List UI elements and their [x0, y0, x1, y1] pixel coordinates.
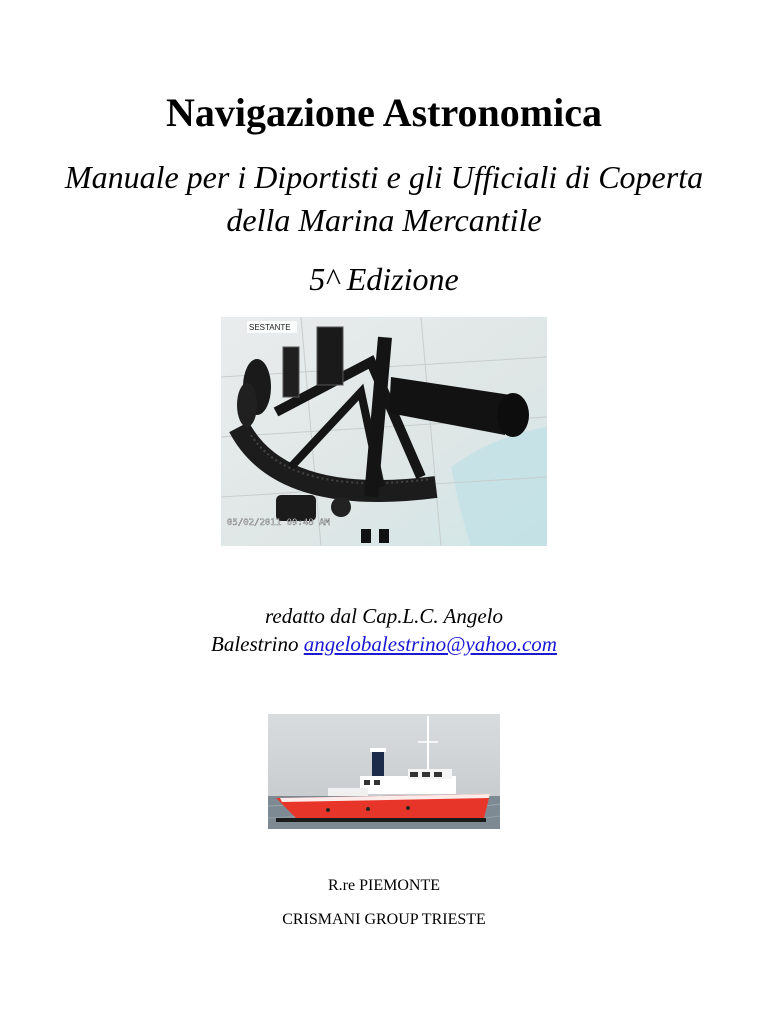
author-line-1: redatto dal Cap.L.C. Angelo: [264, 604, 503, 628]
author-line-2: [0, 630, 768, 658]
ship-funnel: [372, 750, 384, 778]
sextant-illustration: [221, 317, 547, 546]
index-mirror: [317, 327, 343, 385]
edition-label: 5^ Edizione: [309, 261, 459, 297]
author-name-suffix: Balestrino: [211, 632, 304, 656]
sextant-label-text: SESTANTE: [249, 323, 291, 332]
author-email-link[interactable]: angelobalestrino@yahoo.com: [303, 632, 557, 656]
ship-photo: [268, 714, 500, 829]
tugboat-illustration: [268, 714, 500, 829]
document-title: Navigazione Astronomica: [166, 90, 602, 135]
author-block: [0, 602, 768, 658]
sextant-photo: [221, 317, 547, 546]
ship-name: R.re PIEMONTE: [328, 877, 440, 894]
photo-timestamp: 05/02/2011 09:48 AM: [227, 518, 330, 528]
document-subtitle: Manuale per i Diportisti e gli Ufficiali di Coperta della Marina Mercantile: [64, 159, 704, 238]
horizon-mirror: [283, 347, 299, 397]
company-name: CRISMANI GROUP TRIESTE: [282, 911, 486, 928]
